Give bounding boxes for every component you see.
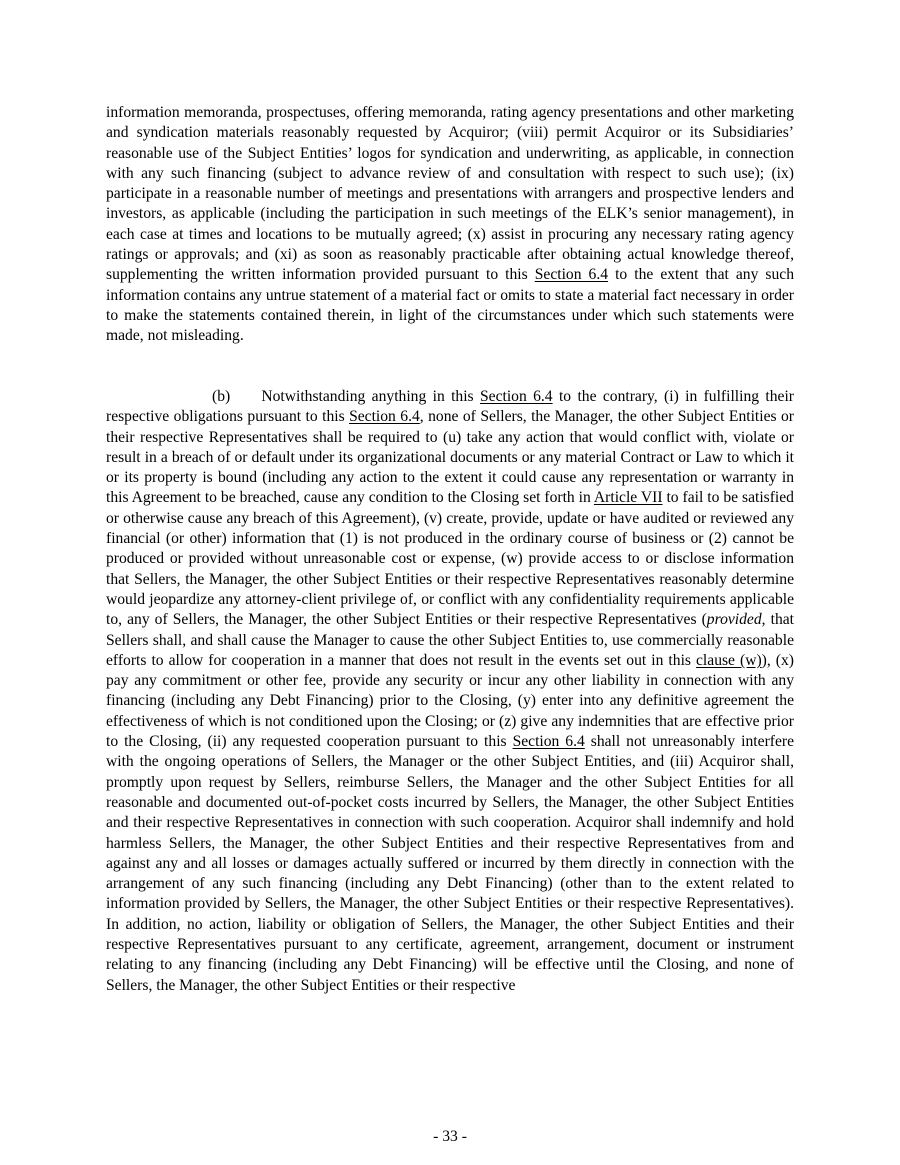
paragraph-b xyxy=(106,387,794,996)
paragraph-continuation xyxy=(106,103,794,347)
section-reference: Section 6.4 xyxy=(512,733,585,751)
clause-reference: clause (w) xyxy=(696,651,762,669)
section-reference: Section 6.4 xyxy=(534,266,609,284)
article-reference: Article VII xyxy=(593,489,663,507)
page-number: - 33 - xyxy=(433,1128,467,1145)
paragraph-text: , none of Sellers, the Manager, the other Subject Entities or their respective Representatives shall be required to (u) take any action that would conflict with, violate or result in a breach of or default under its organizational documents or any material Contract or Law to which it or its property is bound (including any action to the extent it could cause any representation or warranty in this Agreement to be breached, cause any condition to the Closing set forth in xyxy=(106,408,794,507)
italic-term: provided xyxy=(706,611,762,629)
paragraph-text: shall not unreasonably interfere with the ongoing operations of Sellers, the Manager or the other Subject Entities, and (iii) Acquiror shall, promptly upon request by Sellers, reimburse Sellers, the Manager and the other Subject Entities for all reasonable and documented out-of-pocket costs incurred by Sellers, the Manager, the other Subject Entities and their respective Representatives in connection with such cooperation. Acquiror shall indemnify and hold harmless Sellers, the Manager, the other Subject Entities and their respective Representatives from and against any and all losses or damages actually suffered or incurred by them directly in connection with the arrangement of any such financing (including any Debt Financing) (other than to the extent related to information provided by Sellers, the Manager, the other Subject Entities or their respective Representatives). In addition, no action, liability or obligation of Sellers, the Manager, the other Subject Entities and their respective Representatives pursuant to any certificate, agreement, arrangement, document or instrument relating to any financing (including any Debt Financing) will be effective until the Closing, and none of Sellers, the Manager, the other Subject Entities or their respective xyxy=(106,733,794,994)
section-reference: Section 6.4 xyxy=(479,388,553,405)
section-reference: Section 6.4 xyxy=(349,408,420,426)
paragraph-text: information memoranda, prospectuses, offering memoranda, rating agency presentations and other marketing and syndication materials reasonably requested by Acquiror; (viii) permit Acquiror or its Subsidiaries’ reasonable use of the Subject Entities’ logos for syndication and underwriting, as applicable, in connection with any such financing (subject to advance review of and consultation with respect to such use); (ix) participate in a reasonable number of meetings and presentations with arrangers and prospective lenders and investors, as applicable (including the participation in such meetings of the ELK’s senior management), in each case at times and locations to be mutually agreed; (x) assist in procuring any necessary rating agency ratings or approvals; and (xi) as soon as reasonably practicable after obtaining actual knowledge thereof, supplementing the written information provided pursuant to this xyxy=(106,104,794,284)
paragraph-text: to fail to be satisfied or otherwise cause any breach of this Agreement), (v) create, provide, update or have audited or reviewed any financial (or other) information that (1) is not produced in the ordinary course of business or (2) cannot be produced or provided without unreasonable cost or expense, (w) provide access to or disclose information that Sellers, the Manager, the other Subject Entities or their respective Representatives reasonably determine would jeopardize any attorney-client privilege of, or conflict with any confidentiality requirements applicable to, any of Sellers, the Manager, the other Subject Entities or their respective Representatives ( xyxy=(106,489,794,629)
paragraph-text: to the extent that any such information contains any untrue statement of a material fact or omits to state a material fact necessary in order to make the statements contained therein, in light of the circumstances under which such statements were made, not misleading. xyxy=(106,266,795,345)
paragraph-text: to the contrary, (i) in fulfilling their respective obligations pursuant to this xyxy=(106,388,794,426)
paragraph-text: ), (x) pay any commitment or other fee, provide any security or incur any other liability in connection with any financing (including any Debt Financing) prior to the Closing, (y) enter into any definitive agreement the effectiveness of which is not conditioned upon the Closing; or (z) give any indemnities that are effective prior to the Closing, (ii) any requested cooperation pursuant to this xyxy=(106,651,794,751)
paragraph-text: (b) Notwithstanding anything in this xyxy=(212,388,480,405)
paragraph-text: , that Sellers shall, and shall cause the Manager to cause the other Subject Entities to, use commercially reasonable efforts to allow for cooperation in a manner that does not result in the events set out in this xyxy=(106,611,794,669)
